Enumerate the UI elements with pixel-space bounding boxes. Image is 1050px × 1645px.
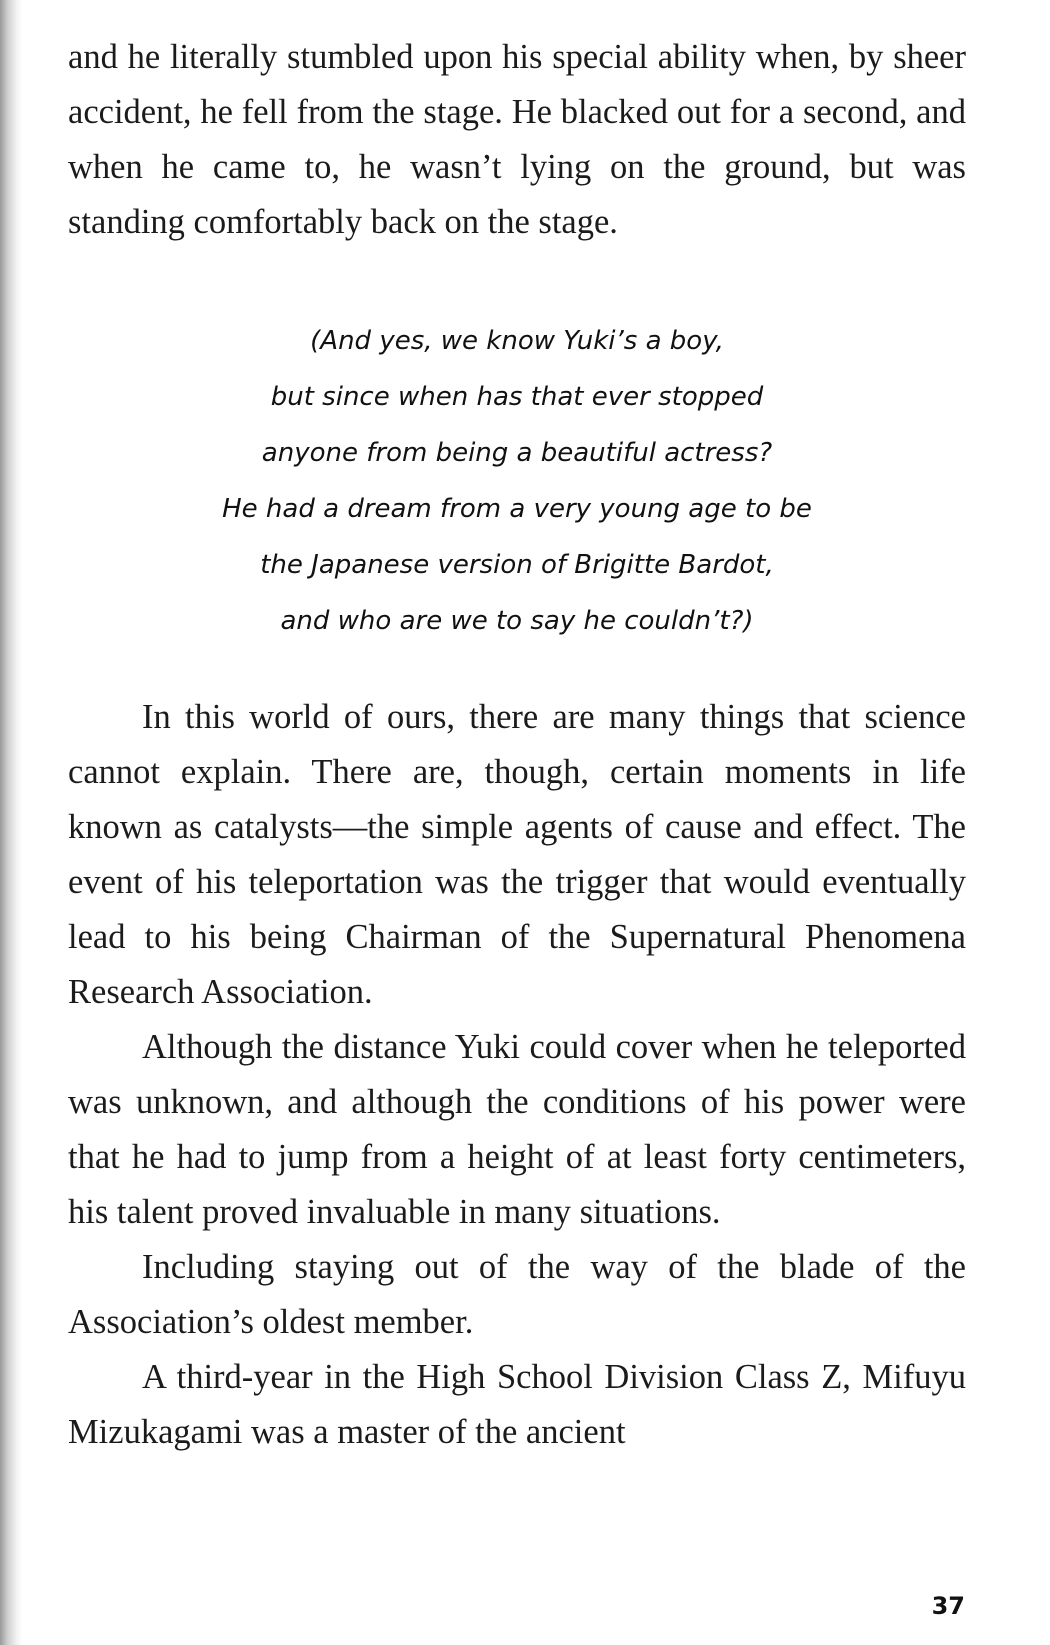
aside-line: and who are we to say he couldn’t?) [280,606,754,636]
page-number: 37 [931,1592,965,1620]
aside-line: (And yes, we know Yuki’s a boy, [310,326,724,356]
page-binding-shadow [0,0,22,1645]
aside-line: the Japanese version of Brigitte Bardot, [260,550,774,580]
paragraph-catalysts: In this world of ours, there are many things that science cannot explain. There are, though, certain moments in life known as catalysts—the simple agents of cause and effect. The event of his teleportation was the trigger that would eventually lead to his being Chairman of the Supernatural Phenomena Research Association. [68,698,966,1011]
paragraph-mifuyu: A third-year in the High School Division Class Z, Mifuyu Mizukagami was a master of the ancient [68,1358,966,1451]
aside-line: anyone from being a beautiful actress? [261,438,773,468]
opening-paragraph: and he literally stumbled upon his special ability when, by sheer accident, he fell from the stage. He blacked out for a second, and when he came to, he wasn’t lying on the ground, but was standing comfortably back on the stage. [68,38,966,241]
body-text [68,690,966,1460]
aside-line: He had a dream from a very young age to be [222,494,812,524]
opening-text [68,30,966,250]
handwritten-aside [68,313,966,649]
paragraph-blade: Including staying out of the way of the blade of the Association’s oldest member. [68,1248,966,1341]
paragraph-teleport-distance: Although the distance Yuki could cover when he teleported was unknown, and although the conditions of his power were that he had to jump from a height of at least forty centimeters, his talent proved invaluable in many situations. [68,1028,966,1231]
aside-line: but since when has that ever stopped [270,382,764,412]
